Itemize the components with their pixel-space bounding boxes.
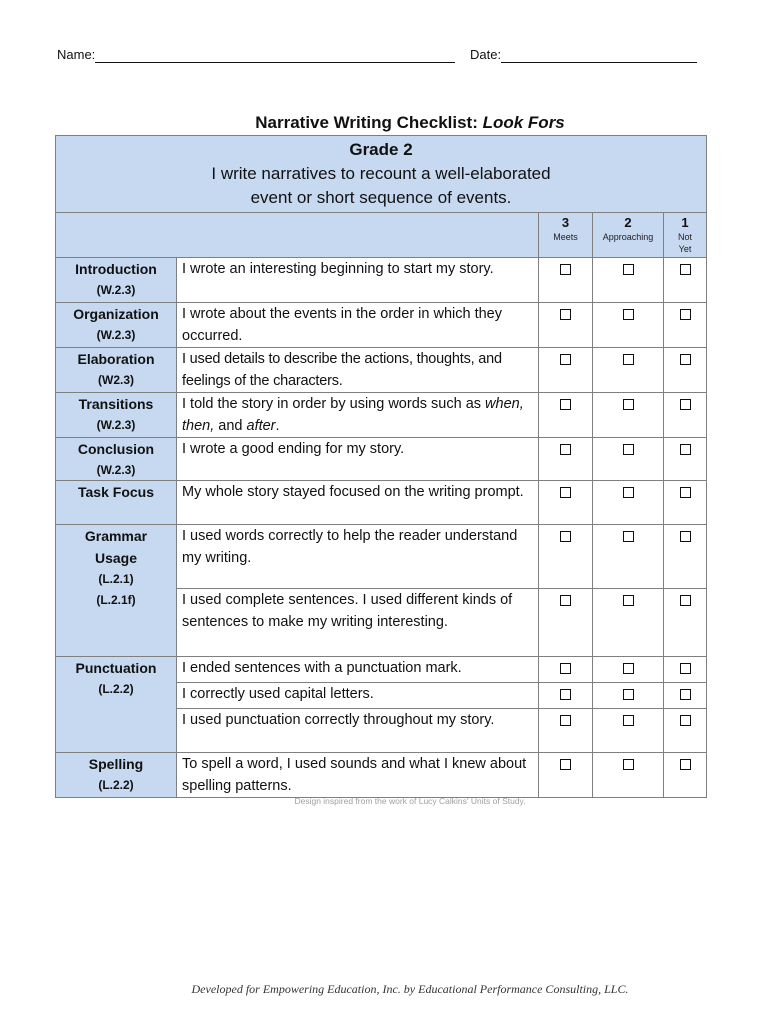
checkbox-not-yet[interactable] (680, 663, 691, 674)
checkbox-approaching[interactable] (623, 689, 634, 700)
category-name: Grammar Usage (84, 528, 148, 566)
category-name: Introduction (75, 261, 157, 277)
table-row (56, 525, 707, 589)
scale-num: 2 (624, 215, 632, 230)
statement-text: . (275, 418, 280, 434)
design-credit: Design inspired from the work of Lucy Calkins' Units of Study. (294, 796, 526, 806)
checkbox-meets[interactable] (560, 309, 571, 320)
statement: I used complete sentences. I used different kinds of sentences to make my writing interesting. (177, 589, 539, 657)
checkbox-approaching[interactable] (623, 264, 634, 275)
scale-desc: Not Yet (677, 232, 692, 254)
table-row (56, 393, 707, 438)
category-cell (56, 525, 177, 657)
name-field-group (57, 47, 455, 63)
scale-num: 1 (681, 215, 689, 230)
checkbox-approaching[interactable] (623, 309, 634, 320)
checkbox-meets[interactable] (560, 759, 571, 770)
scale-not-yet (664, 213, 707, 258)
category-cell (56, 438, 177, 481)
statement: I wrote a good ending for my story. (177, 438, 539, 481)
statement: My whole story stayed focused on the writing prompt. (177, 481, 539, 525)
scale-header-blank (56, 213, 539, 258)
category-cell (56, 481, 177, 525)
checkbox-approaching[interactable] (623, 759, 634, 770)
statement (177, 393, 539, 438)
title-main: Narrative Writing Checklist: (255, 113, 483, 132)
checkbox-not-yet[interactable] (680, 759, 691, 770)
checkbox-not-yet[interactable] (680, 264, 691, 275)
grade-header (56, 136, 707, 213)
table-row (56, 657, 707, 683)
checkbox-approaching[interactable] (623, 663, 634, 674)
category-name: Punctuation (75, 660, 157, 676)
category-standard: (L.2.1) (98, 572, 134, 586)
scale-num: 3 (561, 215, 570, 230)
scale-desc: Approaching (602, 232, 654, 242)
name-field[interactable] (95, 47, 455, 63)
table-row (56, 753, 707, 798)
table-row (56, 303, 707, 348)
statement: I used details to describe the actions, thoughts, and feelings of the characters. (177, 348, 539, 393)
checkbox-approaching[interactable] (623, 354, 634, 365)
goal-statement: I write narratives to recount a well-elaborated event or short sequence of events. (211, 164, 551, 207)
category-cell (56, 303, 177, 348)
date-field[interactable] (501, 47, 697, 63)
category-standard: (W.2.3) (96, 418, 136, 432)
category-standard: (W2.3) (98, 373, 134, 387)
category-cell (56, 657, 177, 753)
category-standard: (L.2.2) (98, 778, 134, 792)
checkbox-not-yet[interactable] (680, 595, 691, 606)
checkbox-not-yet[interactable] (680, 309, 691, 320)
checkbox-approaching[interactable] (623, 444, 634, 455)
statement: I used punctuation correctly throughout my story. (177, 709, 539, 753)
page-footer: Developed for Empowering Education, Inc. by Educational Performance Consulting, LLC. (191, 982, 629, 996)
category-standard: (L.2.1f) (96, 593, 136, 607)
date-label: Date: (470, 47, 502, 62)
checklist-table (55, 135, 707, 798)
checkbox-meets[interactable] (560, 354, 571, 365)
category-name: Task Focus (78, 484, 154, 500)
statement: I correctly used capital letters. (177, 683, 539, 709)
checkbox-meets[interactable] (560, 444, 571, 455)
checkbox-meets[interactable] (560, 663, 571, 674)
checkbox-not-yet[interactable] (680, 487, 691, 498)
category-cell (56, 348, 177, 393)
checkbox-meets[interactable] (560, 715, 571, 726)
checkbox-meets[interactable] (560, 399, 571, 410)
scale-meets (539, 213, 593, 258)
category-cell (56, 753, 177, 798)
statement-italic: when, then, (182, 396, 524, 434)
category-cell (56, 393, 177, 438)
statement-text: I told the story in order by using words such as (182, 396, 486, 412)
grade-label: Grade 2 (349, 140, 413, 159)
checkbox-not-yet[interactable] (680, 531, 691, 542)
checkbox-approaching[interactable] (623, 399, 634, 410)
category-cell (56, 258, 177, 303)
checklist-title (0, 113, 770, 133)
table-row (56, 481, 707, 525)
checkbox-meets[interactable] (560, 487, 571, 498)
checkbox-meets[interactable] (560, 689, 571, 700)
checkbox-not-yet[interactable] (680, 444, 691, 455)
statement: To spell a word, I used sounds and what I knew about spelling patterns. (177, 753, 539, 798)
table-row (56, 348, 707, 393)
checkbox-approaching[interactable] (623, 715, 634, 726)
scale-desc: Meets (553, 232, 578, 242)
category-name: Elaboration (77, 351, 155, 367)
checkbox-not-yet[interactable] (680, 399, 691, 410)
category-standard: (L.2.2) (98, 682, 134, 696)
statement-text: and (214, 418, 247, 434)
checkbox-approaching[interactable] (623, 487, 634, 498)
checkbox-not-yet[interactable] (680, 354, 691, 365)
checkbox-meets[interactable] (560, 531, 571, 542)
name-label: Name: (57, 47, 96, 62)
checkbox-meets[interactable] (560, 595, 571, 606)
category-name: Organization (73, 306, 159, 322)
scale-approaching (593, 213, 664, 258)
date-field-group (470, 47, 697, 63)
table-row (56, 438, 707, 481)
statement: I wrote an interesting beginning to start my story. (177, 258, 539, 303)
category-standard: (W.2.3) (96, 328, 136, 342)
category-name: Spelling (88, 756, 144, 772)
statement: I wrote about the events in the order in which they occurred. (177, 303, 539, 348)
checkbox-meets[interactable] (560, 264, 571, 275)
statement: I used words correctly to help the reader understand my writing. (177, 525, 539, 589)
category-standard: (W.2.3) (96, 283, 136, 297)
checkbox-not-yet[interactable] (680, 715, 691, 726)
statement: I ended sentences with a punctuation mark. (177, 657, 539, 683)
category-name: Transitions (78, 396, 154, 412)
table-row (56, 258, 707, 303)
checkbox-approaching[interactable] (623, 595, 634, 606)
title-italic: Look Fors (482, 113, 565, 132)
category-name: Conclusion (77, 441, 155, 457)
category-standard: (W.2.3) (96, 463, 136, 477)
statement-italic: after (246, 418, 276, 434)
checkbox-approaching[interactable] (623, 531, 634, 542)
checkbox-not-yet[interactable] (680, 689, 691, 700)
